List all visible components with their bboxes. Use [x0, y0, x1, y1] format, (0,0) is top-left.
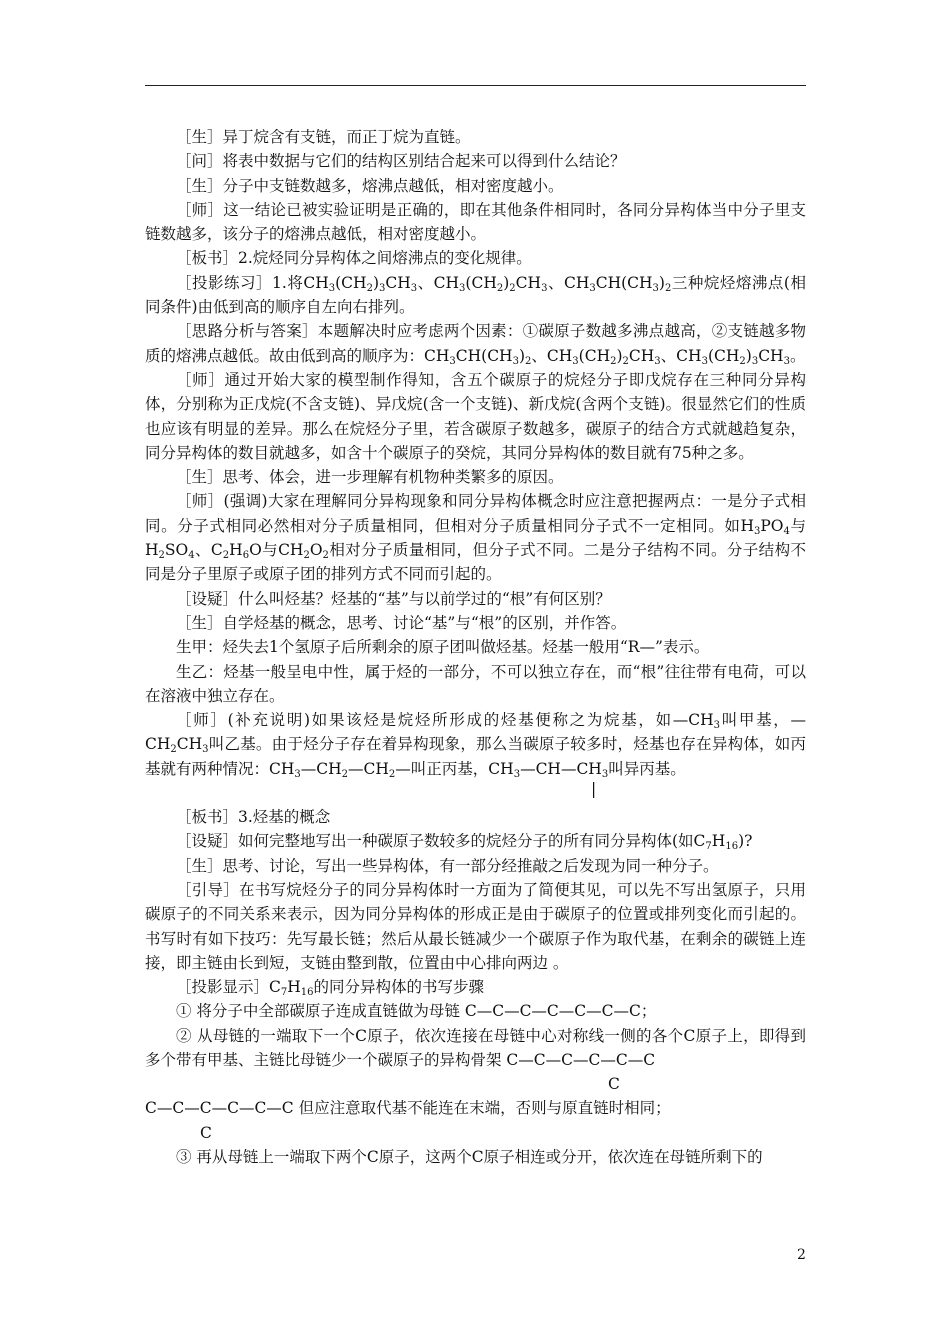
document-body: [145, 125, 806, 1169]
paragraph: ［投影练习］1.将$CH_3(CH_2)_3CH_3$、$CH_3(CH_2)_2CH_3$、$CH_3CH(CH_3)_2$三种烷烃熔沸点(相同条件)由低到高的顺序自左向右排列。: [145, 273, 806, 317]
paragraph: ③ 再从母链上一端取下两个C原子，这两个C原子相连或分开，依次连在母链所剩下的: [176, 1147, 763, 1166]
paragraph: C—C—C—C—C—C 但应注意取代基不能连在末端，否则与原直链时相同；: [145, 1099, 671, 1118]
paragraph: 生乙：烃基一般呈电中性，属于烃的一部分，不可以独立存在，而“根”往往带有电荷，可以在溶液中独立存在。: [145, 662, 806, 705]
paragraph: ［师］这一结论已被实验证明是正确的，即在其他条件相同时，各同分异构体当中分子里支链数越多，该分子的熔沸点越低，相对密度越小。: [145, 200, 806, 244]
paragraph: ［生］自学烃基的概念，思考、讨论“基”与“根”的区别，并作答。: [176, 613, 627, 632]
paragraph: ［师］(补充说明)如果该烃是烷烃所形成的烃基便称之为烷基，如$—CH_3$叫甲基，$—CH_2CH_3$叫乙基。由于烃分子存在着异构现象，那么当碳原子较多时，烃基也存在异构体，如丙基就有两种情况：$CH_3—CH_2—CH_2—$叫正丙基，$CH_3—CH—CH_3$叫异丙基。: [145, 711, 806, 780]
isopropyl-branch-line: |: [591, 780, 597, 799]
paragraph: ［板书］3.烃基的概念: [176, 808, 331, 827]
paragraph: ［师］(强调)大家在理解同分异构现象和同分异构体概念时应注意把握两点：一是分子式相同。分子式相同必然相对分子质量相同，但相对分子质量相同分子式不一定相同。如$H_3PO_4$与$H_2SO_4$、$C_2H_6O$与$CH_2O_2$相对分子质量相同，但分子式不同。二是分子结构不同。分子结构不同是分子里原子或原子团的排列方式不同而引起的。: [145, 492, 806, 584]
paragraph: ［生］分子中支链数越多，熔沸点越低，相对密度越小。: [176, 176, 564, 195]
methyl-branch-2: C: [200, 1123, 212, 1142]
paragraph: ［生］思考、体会，进一步理解有机物种类繁多的原因。: [176, 468, 564, 487]
paragraph: ［引导］在书写烷烃分子的同分异构体时一方面为了简便其见，可以先不写出氢原子，只用碳原子的不同关系来表示，因为同分异构体的形成正是由于碳原子的位置或排列变化而引起的。书写时有如下技巧：先写最长链；然后从最长链减少一个碳原子作为取代基，在剩余的碳链上连接，即主链由长到短，支链由整到散，位置由中心排向两边 。: [145, 880, 806, 972]
paragraph: ① 将分子中全部碳原子连成直链做为母链 C—C—C—C—C—C—C；: [176, 1002, 657, 1021]
page-number: 2: [797, 1247, 806, 1263]
paragraph: 生甲：烃失去1个氢原子后所剩余的原子团叫做烃基。烃基一般用“R—”表示。: [176, 638, 710, 657]
paragraph: ［思路分析与答案］本题解决时应考虑两个因素：①碳原子数越多沸点越高，②支链越多物质的熔沸点越低。故由低到高的顺序为：$CH_3CH(CH_3)_2$、$CH_3(CH_2)_2CH_3$、$CH_3(CH_2)_3CH_3$。: [145, 322, 806, 367]
paragraph: ［板书］2.烷烃同分异构体之间熔沸点的变化规律。: [176, 249, 532, 268]
header-rule: [145, 85, 806, 86]
paragraph: ［生］思考、讨论，写出一些异构体，有一部分经推敲之后发现为同一种分子。: [176, 856, 719, 875]
paragraph: ② 从母链的一端取下一个C原子，依次连接在母链中心对称线一侧的各个C原子上，即得到多个带有甲基、主链比母链少一个碳原子的异构骨架 C—C—C—C—C—C: [145, 1026, 806, 1069]
paragraph: ［投影显示$]C_7H_{16}$的同分异构体的书写步骤: [176, 978, 485, 999]
paragraph: ［设疑］如何完整地写出一种碳原子数较多的烷烃分子的所有同分异构体(如$C_7H_{16}$)?: [176, 832, 753, 853]
paragraph: ［问］将表中数据与它们的结构区别结合起来可以得到什么结论？: [176, 152, 626, 171]
methyl-branch-1: C: [608, 1075, 620, 1094]
paragraph: ［设疑］什么叫烃基？烃基的“基”与以前学过的“根”有何区别？: [176, 589, 611, 608]
paragraph: ［师］通过开始大家的模型制作得知，含五个碳原子的烷烃分子即戊烷存在三种同分异构体，分别称为正戊烷(不含支链)、异戊烷(含一个支链)、新戊烷(含两个支链)。很显然它们的性质也应该有明显的差异。那么在烷烃分子里，若含碳原子数越多，碳原子的结合方式就越趋复杂，同分异构体的数目就越多，如含十个碳原子的癸烷，其同分异构体的数目就有75种之多。: [145, 370, 806, 462]
paragraph: ［生］异丁烷含有支链，而正丁烷为直链。: [176, 128, 471, 146]
